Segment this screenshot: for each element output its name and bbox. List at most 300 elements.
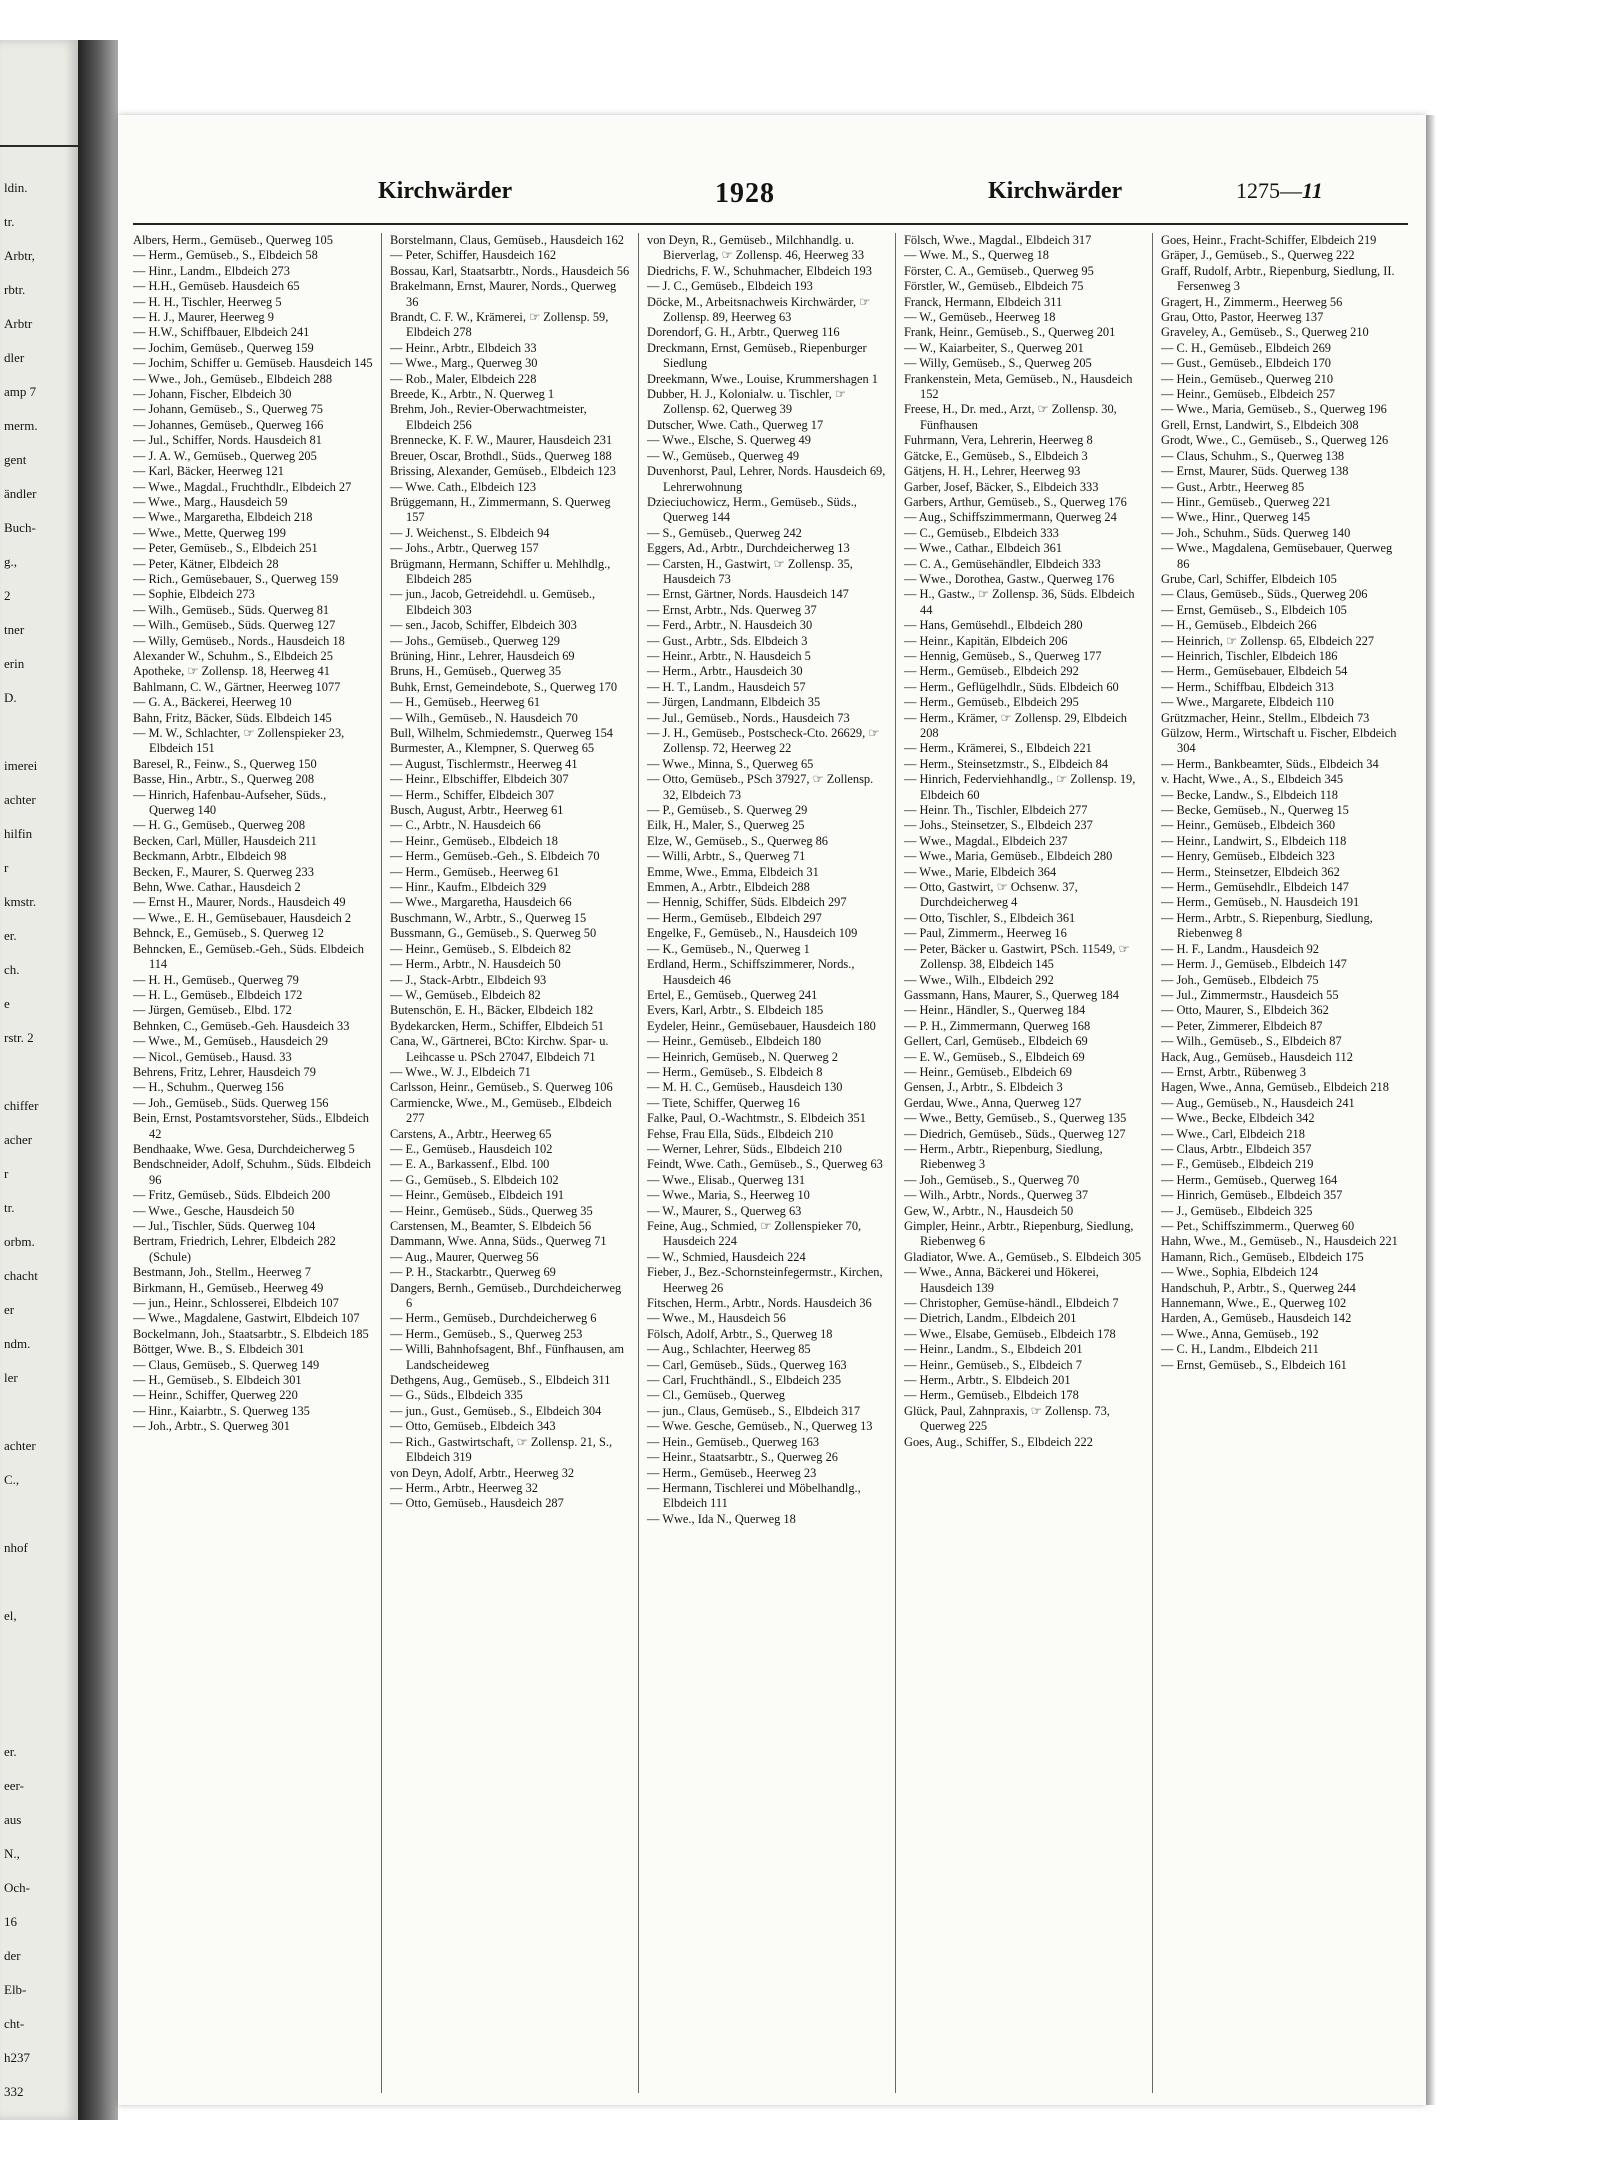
directory-entry: Eydeler, Heinr., Gemüsebauer, Hausdeich 180: [647, 1018, 876, 1033]
directory-entry: — C. H., Landm., Elbdeich 211: [1161, 1342, 1319, 1357]
directory-entry: — G., Gemüseb., S. Elbdeich 102: [390, 1172, 559, 1187]
directory-entry: — Herm., Gemüseb., Elbdeich 297: [647, 910, 822, 925]
directory-entry: Burmester, A., Klempner, S. Querweg 65: [390, 741, 595, 756]
directory-entry: — Herm., Gemüsebauer, Elbdeich 54: [1161, 664, 1348, 679]
directory-entry: — Otto, Gemüseb., PSch 37927, ☞ Zollensp. 32, Elbdeich 73: [647, 772, 874, 802]
directory-entry: Döcke, M., Arbeitsnachweis Kirchwärder, ☞ Zollensp. 89, Heerweg 63: [647, 294, 871, 325]
directory-entry: Becken, Carl, Müller, Hausdeich 211: [133, 833, 317, 848]
directory-entry: — J. H., Gemüseb., Postscheck-Cto. 26629, ☞ Zollensp. 72, Heerweg 22: [647, 726, 880, 756]
directory-entry: — M. H. C., Gemüseb., Hausdeich 130: [647, 1080, 843, 1095]
directory-entry: Brüning, Hinr., Lehrer, Hausdeich 69: [390, 648, 575, 663]
directory-entry: Gensen, J., Arbtr., S. Elbdeich 3: [904, 1080, 1063, 1095]
left-page-text-fragment: kmstr.: [4, 894, 37, 909]
directory-entry: — Herm., Gemüseb., S. Elbdeich 8: [647, 1064, 823, 1079]
directory-entry: — Heinr., Gemüseb., Elbdeich 69: [904, 1064, 1072, 1079]
directory-entry: Fölsch, Wwe., Magdal., Elbdeich 317: [904, 233, 1092, 247]
left-page-text-fragment: chacht: [4, 1268, 38, 1283]
directory-entry: Graveley, A., Gemüseb., S., Querweg 210: [1161, 325, 1369, 340]
column-separator: [1152, 233, 1153, 2093]
directory-entry: — H., Schuhm., Querweg 156: [133, 1080, 284, 1095]
left-page-rule: [0, 145, 78, 147]
directory-entry: — Diedrich, Gemüseb., Süds., Querweg 127: [904, 1126, 1126, 1141]
directory-entry: Bahlmann, C. W., Gärtner, Heerweg 1077: [133, 679, 341, 694]
directory-entry: — Herm., Gemüseb., N. Hausdeich 191: [1161, 895, 1360, 910]
directory-entry: — Jochim, Gemüseb., Querweg 159: [133, 340, 314, 355]
directory-entry: — H.H., Gemüseb. Hausdeich 65: [133, 279, 300, 294]
directory-entry: — Dietrich, Landm., Elbdeich 201: [904, 1311, 1077, 1326]
directory-entry: Fitschen, Herm., Arbtr., Nords. Hausdeich 36: [647, 1296, 872, 1311]
directory-entry: Bockelmann, Joh., Staatsarbtr., S. Elbdeich 185: [133, 1326, 369, 1341]
left-page-text-fragment: g.,: [4, 554, 17, 569]
directory-entry: Glück, Paul, Zahnpraxis, ☞ Zollensp. 73, Querweg 225: [904, 1403, 1110, 1434]
directory-entry: — Wwe., E. H., Gemüsebauer, Hausdeich 2: [133, 910, 352, 925]
left-page-text-fragment: Arbtr: [4, 316, 33, 331]
directory-entry: — Wwe. Cath., Elbdeich 123: [390, 479, 537, 494]
directory-entry: Breede, K., Arbtr., N. Querweg 1: [390, 387, 555, 402]
directory-entry: Brennecke, K. F. W., Maurer, Hausdeich 231: [390, 433, 613, 448]
directory-entry: Dutscher, Wwe. Cath., Querweg 17: [647, 417, 824, 432]
left-page-text-fragment: erin: [4, 656, 25, 671]
directory-entry: — Nicol., Gemüseb., Hausd. 33: [133, 1049, 292, 1064]
left-page-text-fragment: ldin.: [4, 180, 28, 195]
directory-entry: — Heinr., Gemüseb., Elbdeich 180: [647, 1034, 822, 1049]
directory-entry: Busch, August, Arbtr., Heerweg 61: [390, 803, 564, 818]
directory-entry: Borstelmann, Claus, Gemüseb., Hausdeich 162: [390, 233, 625, 247]
directory-entry: — J. Weichenst., S. Elbdeich 94: [390, 525, 550, 540]
directory-entry: — Wilh., Gemüseb., N. Hausdeich 70: [390, 710, 578, 725]
directory-entry: Gülzow, Herm., Wirtschaft u. Fischer, Elbdeich 304: [1161, 726, 1397, 756]
directory-entry: — August, Tischlermstr., Heerweg 41: [390, 756, 578, 771]
directory-entry: — Heinr., Gemüseb., S., Elbdeich 7: [904, 1357, 1082, 1372]
directory-entry: — Herm., Schiffbau, Elbdeich 313: [1161, 679, 1334, 694]
directory-entry: — Ernst, Arbtr., Rübenweg 3: [1161, 1064, 1306, 1079]
directory-entry: — Fritz, Gemüseb., Süds. Elbdeich 200: [133, 1188, 331, 1203]
directory-column-3: [647, 233, 887, 2093]
directory-entry: — Hermann, Tischlerei und Möbelhandlg., Elbdeich 111: [647, 1480, 861, 1511]
directory-entry: — Hennig, Schiffer, Süds. Elbdeich 297: [647, 895, 847, 910]
directory-column-1: [133, 233, 373, 2093]
directory-entry: Dorendorf, G. H., Arbtr., Querweg 116: [647, 325, 840, 340]
directory-entry: — Heinr., Gemüseb., S. Elbdeich 82: [390, 941, 572, 956]
directory-entry: Bestmann, Joh., Stellm., Heerweg 7: [133, 1265, 311, 1280]
directory-entry: — Herm., Gemüseb., Heerweg 61: [390, 864, 560, 879]
directory-entry: — Wilh., Gemüseb., Süds. Querweg 127: [133, 618, 336, 633]
directory-entry: — Wwe., Dorothea, Gastw., Querweg 176: [904, 571, 1115, 586]
directory-entry: Graff, Rudolf, Arbtr., Riepenburg, Siedlung, II. Fersenweg 3: [1161, 263, 1395, 294]
directory-entry: — Herm., Gemüseb., S., Querweg 253: [390, 1326, 583, 1341]
page-edge-shadow: [1426, 115, 1436, 2105]
directory-entry: — Hinrich, Gemüseb., Elbdeich 357: [1161, 1188, 1343, 1203]
directory-entry: Behn, Wwe. Cathar., Hausdeich 2: [133, 880, 301, 895]
directory-entry: — H., Gemüseb., Heerweg 61: [390, 695, 541, 710]
directory-entry: Ertel, E., Gemüseb., Querweg 241: [647, 987, 818, 1002]
directory-entry: — E., Gemüseb., Hausdeich 102: [390, 1141, 553, 1156]
directory-entry: — Hennig, Gemüseb., S., Querweg 177: [904, 648, 1102, 663]
directory-column-5: [1161, 233, 1401, 2093]
directory-entry: Emmen, A., Arbtr., Elbdeich 288: [647, 880, 810, 895]
directory-entry: — Herm., Gemüseb., Elbdeich 292: [904, 664, 1079, 679]
directory-entry: Gimpler, Heinr., Arbtr., Riepenburg, Siedlung, Riebenweg 6: [904, 1219, 1134, 1249]
directory-entry: Freese, H., Dr. med., Arzt, ☞ Zollensp. 30, Fünfhausen: [904, 402, 1117, 432]
directory-entry: — Joh., Arbtr., S. Querweg 301: [133, 1419, 290, 1434]
directory-entry: — Herm., Gemüseb., Heerweg 23: [647, 1465, 817, 1480]
directory-entry: — Ernst, Gärtner, Nords. Hausdeich 147: [647, 587, 849, 602]
directory-entry: — H. F., Landm., Hausdeich 92: [1161, 941, 1319, 956]
directory-entry: — Willi, Bahnhofsagent, Bhf., Fünfhausen, am Landscheideweg: [390, 1342, 624, 1372]
directory-entry: — P. H., Zimmermann, Querweg 168: [904, 1018, 1091, 1033]
directory-entry: — E. W., Gemüseb., S., Elbdeich 69: [904, 1049, 1085, 1064]
directory-entry: — Jürgen, Gemüseb., Elbd. 172: [133, 1003, 292, 1018]
directory-entry: — Herm., Krämerei, S., Elbdeich 221: [904, 741, 1092, 756]
adjacent-left-page: [0, 40, 78, 2120]
directory-entry: — Herm., Arbtr., N. Hausdeich 50: [390, 957, 561, 972]
directory-entry: — Carl, Gemüseb., Süds., Querweg 163: [647, 1357, 847, 1372]
directory-entry: — J., Gemüseb., Elbdeich 325: [1161, 1203, 1313, 1218]
directory-entry: Fölsch, Adolf, Arbtr., S., Querweg 18: [647, 1326, 833, 1341]
directory-entry: — Wwe., Elsabe, Gemüseb., Elbdeich 178: [904, 1326, 1116, 1341]
directory-entry: — Herm., Gemüsehdlr., Elbdeich 147: [1161, 880, 1349, 895]
directory-entry: — Johannes, Gemüseb., Querweg 166: [133, 417, 324, 432]
directory-entry: — Heinrich, Tischler, Elbdeich 186: [1161, 648, 1338, 663]
directory-entry: — Heinrich, Gemüseb., N. Querweg 2: [647, 1049, 838, 1064]
directory-entry: — Johs., Gemüseb., Querweg 129: [390, 633, 561, 648]
directory-entry: — Aug., Maurer, Querweg 56: [390, 1249, 539, 1264]
left-page-text-fragment: amp 7: [4, 384, 37, 399]
directory-entry: — W., Schmied, Hausdeich 224: [647, 1249, 806, 1264]
directory-entry: — Jul., Gemüseb., Nords., Hausdeich 73: [647, 710, 850, 725]
directory-entry: — Herm., Krämer, ☞ Zollensp. 29, Elbdeich 208: [904, 710, 1127, 740]
directory-entry: — Wilh., Gemüseb., Süds. Querweg 81: [133, 602, 330, 617]
directory-entry: Grau, Otto, Pastor, Heerweg 137: [1161, 310, 1324, 325]
directory-entry: Gätjens, H. H., Lehrer, Heerweg 93: [904, 464, 1081, 479]
directory-entry: Grube, Carl, Schiffer, Elbdeich 105: [1161, 571, 1337, 586]
left-page-text-fragment: r: [4, 1166, 9, 1181]
left-page-text-fragment: Och-: [4, 1880, 30, 1895]
directory-entry: Grell, Ernst, Landwirt, S., Elbdeich 308: [1161, 417, 1359, 432]
directory-entry: Albers, Herm., Gemüseb., Querweg 105: [133, 233, 333, 247]
header-rule: [133, 223, 1408, 225]
directory-entry: — Wwe., Carl, Elbdeich 218: [1161, 1126, 1305, 1141]
directory-entry: — Wwe., Marg., Hausdeich 59: [133, 494, 288, 509]
directory-entry: — sen., Jacob, Schiffer, Elbdeich 303: [390, 618, 577, 633]
directory-entry: — J. C., Gemüseb., Elbdeich 193: [647, 279, 813, 294]
directory-entry: — Heinr. Th., Tischler, Elbdeich 277: [904, 803, 1088, 818]
directory-entry: — Heinr., Gemüseb., Elbdeich 360: [1161, 818, 1336, 833]
left-page-text-fragment: tr.: [4, 214, 15, 229]
left-page-text-fragment: acher: [4, 1132, 33, 1147]
left-page-text-fragment: orbm.: [4, 1234, 35, 1249]
directory-entry: Förstler, W., Gemüseb., Elbdeich 75: [904, 279, 1084, 294]
directory-entry: — Cl., Gemüseb., Querweg: [647, 1388, 785, 1403]
directory-entry: — Johann, Fischer, Elbdeich 30: [133, 387, 292, 402]
left-page-text-fragment: cht-: [4, 2016, 25, 2031]
directory-entry: — Peter, Bäcker u. Gastwirt, PSch. 11549, ☞ Zollensp. 38, Elbdeich 145: [904, 941, 1130, 972]
directory-entry: Erdland, Herm., Schiffszimmerer, Nords., Hausdeich 46: [647, 957, 855, 987]
directory-entry: Behnck, E., Gemüseb., S. Querweg 12: [133, 926, 324, 941]
directory-entry: — Wwe., Magdal., Fruchthdlr., Elbdeich 27: [133, 479, 352, 494]
directory-entry: — Wwe., M., Hausdeich 56: [647, 1311, 786, 1326]
directory-entry: Bydekarcken, Herm., Schiffer, Elbdeich 51: [390, 1018, 604, 1033]
directory-entry: — F., Gemüseb., Elbdeich 219: [1161, 1157, 1314, 1172]
directory-entry: — Claus, Gemüseb., S. Querweg 149: [133, 1357, 320, 1372]
left-page-text-fragment: merm.: [4, 418, 38, 433]
left-page-text-fragment: N.,: [4, 1846, 20, 1861]
directory-entry: — Hinrich, Federviehhandlg., ☞ Zollensp. 19, Elbdeich 60: [904, 772, 1136, 802]
directory-entry: Carstensen, M., Beamter, S. Elbdeich 56: [390, 1219, 592, 1233]
directory-entry: Bussmann, G., Gemüseb., S. Querweg 50: [390, 926, 597, 941]
directory-column-4: [904, 233, 1144, 2093]
directory-entry: — Wilh., Gemüseb., S., Elbdeich 87: [1161, 1034, 1342, 1049]
left-page-text-fragment: D.: [4, 690, 17, 705]
left-page-text-fragment: e: [4, 996, 10, 1011]
directory-entry: — Heinr., Händler, S., Querweg 184: [904, 1003, 1086, 1018]
directory-entry: — Johs., Arbtr., Querweg 157: [390, 541, 539, 556]
directory-entry: — Wwe., Magdal., Elbdeich 237: [904, 833, 1068, 848]
left-page-text-fragment: achter: [4, 1438, 36, 1453]
directory-entry: — Herm., Steinsetzmstr., S., Elbdeich 84: [904, 756, 1109, 771]
directory-entry: — Herm., Gemüseb.-Geh., S. Elbdeich 70: [390, 849, 600, 864]
directory-entry: Gassmann, Hans, Maurer, S., Querweg 184: [904, 987, 1119, 1002]
left-page-text-fragment: 332: [4, 2084, 24, 2099]
directory-entry: Gew, W., Arbtr., N., Hausdeich 50: [904, 1203, 1074, 1218]
directory-entry: — Ernst, Gemüseb., S., Elbdeich 105: [1161, 602, 1347, 617]
directory-entry: — Wwe., Maria, Gemüseb., S., Querweg 196: [1161, 402, 1387, 417]
directory-entry: — Pet., Schiffszimmerm., Querweg 60: [1161, 1219, 1355, 1233]
directory-entry: — C., Gemüseb., Elbdeich 333: [904, 525, 1059, 540]
directory-entry: — K., Gemüseb., N., Querweg 1: [647, 941, 810, 956]
left-page-text-fragment: dler: [4, 350, 25, 365]
directory-entry: — Wwe., Gesche, Hausdeich 50: [133, 1203, 295, 1218]
directory-entry: — Gust., Arbtr., Heerweg 85: [1161, 479, 1305, 494]
directory-entry: Bertram, Friedrich, Lehrer, Elbdeich 282 (Schule): [133, 1234, 336, 1264]
left-page-text-fragment: r: [4, 860, 9, 875]
directory-entry: Harden, A., Gemüseb., Hausdeich 142: [1161, 1311, 1352, 1326]
directory-entry: — Joh., Gemüseb., Elbdeich 75: [1161, 972, 1319, 987]
directory-entry: — Paul, Zimmerm., Heerweg 16: [904, 926, 1067, 941]
left-page-text-fragment: ndm.: [4, 1336, 31, 1351]
left-page-text-fragment: 16: [4, 1914, 17, 1929]
directory-entry: — Wwe., Margaretha, Elbdeich 218: [133, 510, 313, 525]
directory-entry: — Heinr., Schiffer, Querweg 220: [133, 1388, 298, 1403]
directory-entry: — Herm., Schiffer, Elbdeich 307: [390, 787, 555, 802]
directory-entry: — Johann, Gemüseb., S., Querweg 75: [133, 402, 323, 417]
directory-entry: Feine, Aug., Schmied, ☞ Zollenspieker 70, Hausdeich 224: [647, 1219, 862, 1249]
directory-entry: — jun., Claus, Gemüseb., S., Elbdeich 317: [647, 1403, 861, 1418]
directory-entry: Brissing, Alexander, Gemüseb., Elbdeich 123: [390, 464, 616, 479]
directory-entry: Falke, Paul, O.-Wachtmstr., S. Elbdeich 351: [647, 1111, 866, 1126]
directory-entry: — Heinr., Landm., S., Elbdeich 201: [904, 1342, 1083, 1357]
directory-entry: Brügmann, Hermann, Schiffer u. Mehlhdlg., Elbdeich 285: [390, 556, 611, 586]
directory-entry: — jun., Jacob, Getreidehdl. u. Gemüseb., Elbdeich 303: [390, 587, 596, 617]
directory-entry: Becken, F., Maurer, S. Querweg 233: [133, 864, 314, 879]
directory-entry: — Otto, Maurer, S., Elbdeich 362: [1161, 1003, 1329, 1018]
directory-entry: Förster, C. A., Gemüseb., Querweg 95: [904, 263, 1094, 278]
directory-columns: [133, 233, 1408, 2093]
directory-entry: Bull, Wilhelm, Schmiedemstr., Querweg 154: [390, 726, 613, 740]
directory-entry: Duvenhorst, Paul, Lehrer, Nords. Hausdeich 69, Lehrerwohnung: [647, 464, 886, 494]
directory-entry: — Herm., Gemüseb., Durchdeicherweg 6: [390, 1311, 597, 1326]
directory-entry: — Hans, Gemüsehdl., Elbdeich 280: [904, 618, 1083, 633]
directory-entry: Dubber, H. J., Kolonialw. u. Tischler, ☞ Zollensp. 62, Querweg 39: [647, 387, 846, 417]
directory-entry: — M. W., Schlachter, ☞ Zollenspieker 23, Elbdeich 151: [133, 726, 345, 756]
directory-entry: Brandt, C. F. W., Krämerei, ☞ Zollensp. 59, Elbdeich 278: [390, 310, 609, 340]
directory-entry: Carstens, A., Arbtr., Heerweg 65: [390, 1126, 552, 1141]
directory-entry: Bein, Ernst, Postamtsvorsteher, Süds., Elbdeich 42: [133, 1111, 369, 1141]
directory-entry: — Wwe., W. J., Elbdeich 71: [390, 1064, 531, 1079]
directory-entry: Beckmann, Arbtr., Elbdeich 98: [133, 849, 287, 864]
directory-entry: — Hein., Gemüseb., Querweg 210: [1161, 371, 1334, 386]
left-page-text-fragment: Buch-: [4, 520, 36, 535]
directory-entry: — Wilh., Arbtr., Nords., Querweg 37: [904, 1188, 1089, 1203]
directory-entry: — J. A. W., Gemüseb., Querweg 205: [133, 448, 317, 463]
directory-entry: Böttger, Wwe. B., S. Elbdeich 301: [133, 1342, 305, 1357]
directory-entry: — P. H., Stackarbtr., Querweg 69: [390, 1265, 556, 1280]
directory-entry: Hack, Aug., Gemüseb., Hausdeich 112: [1161, 1049, 1353, 1064]
directory-entry: — Claus, Schuhm., S., Querweg 138: [1161, 448, 1345, 463]
directory-entry: Behncken, E., Gemüseb.-Geh., Süds. Elbdeich 114: [133, 941, 364, 972]
left-page-text-fragment: chiffer: [4, 1098, 39, 1113]
directory-entry: Frank, Heinr., Gemüseb., S., Querweg 201: [904, 325, 1116, 340]
directory-entry: — Herm., Arbtr., Riepenburg, Siedlung, Riebenweg 3: [904, 1141, 1103, 1172]
directory-entry: v. Hacht, Wwe., A., S., Elbdeich 345: [1161, 772, 1344, 787]
directory-entry: — Ernst, Arbtr., Nds. Querweg 37: [647, 602, 817, 617]
directory-entry: Cana, W., Gärtnerei, BCto: Kirchw. Spar- u. Leihcasse u. PSch 27047, Elbdeich 71: [390, 1034, 609, 1064]
directory-entry: — Herm., Arbtr., S. Elbdeich 201: [904, 1373, 1071, 1388]
left-page-text-fragment: rbtr.: [4, 282, 26, 297]
directory-entry: Butenschön, E. H., Bäcker, Elbdeich 182: [390, 1003, 594, 1018]
directory-entry: — H. G., Gemüseb., Querweg 208: [133, 818, 306, 833]
directory-entry: — Jul., Schiffer, Nords. Hausdeich 81: [133, 433, 322, 448]
directory-entry: — H. T., Landm., Hausdeich 57: [647, 679, 806, 694]
directory-entry: — Ernst H., Maurer, Nords., Hausdeich 49: [133, 895, 346, 910]
directory-entry: Gragert, H., Zimmerm., Heerweg 56: [1161, 294, 1343, 309]
directory-entry: Dangers, Bernh., Gemüseb., Durchdeicherweg 6: [390, 1280, 622, 1311]
directory-entry: Gladiator, Wwe. A., Gemüseb., S. Elbdeich 305: [904, 1249, 1142, 1264]
directory-entry: Eggers, Ad., Arbtr., Durchdeicherweg 13: [647, 541, 850, 556]
left-page-text-fragment: tner: [4, 622, 25, 637]
directory-entry: — Peter, Gemüseb., S., Elbdeich 251: [133, 541, 318, 556]
directory-entry: Hagen, Wwe., Anna, Gemüseb., Elbdeich 218: [1161, 1080, 1389, 1095]
directory-entry: Hannemann, Wwe., E., Querweg 102: [1161, 1296, 1347, 1311]
left-page-text-fragment: ch.: [4, 962, 20, 977]
directory-entry: — Herm., Arbtr., Heerweg 32: [390, 1480, 538, 1495]
directory-entry: — Hinr., Landm., Elbdeich 273: [133, 263, 290, 278]
left-page-text-fragment: er.: [4, 928, 17, 943]
left-page-text-fragment: tr.: [4, 1200, 15, 1215]
directory-entry: — J., Stack-Arbtr., Elbdeich 93: [390, 972, 547, 987]
directory-entry: — Rich., Gastwirtschaft, ☞ Zollensp. 21, S., Elbdeich 319: [390, 1434, 613, 1465]
directory-entry: — Heinr., Arbtr., N. Hausdeich 5: [647, 648, 811, 663]
directory-entry: Dammann, Wwe. Anna, Süds., Querweg 71: [390, 1234, 607, 1249]
directory-entry: Brehm, Joh., Revier-Oberwachtmeister, Elbdeich 256: [390, 402, 587, 432]
directory-entry: — Willy, Gemüseb., S., Querweg 205: [904, 356, 1092, 371]
left-page-text-fragment: Arbtr,: [4, 248, 35, 263]
directory-entry: — Werner, Lehrer, Süds., Elbdeich 210: [647, 1141, 842, 1156]
directory-entry: — Jul., Zimmermstr., Hausdeich 55: [1161, 987, 1339, 1002]
directory-entry: Garbers, Arthur, Gemüseb., S., Querweg 176: [904, 494, 1127, 509]
left-page-text-fragment: gent: [4, 452, 27, 467]
directory-entry: — Herm. J., Gemüseb., Elbdeich 147: [1161, 957, 1347, 972]
directory-entry: — H., Gemüseb., Elbdeich 266: [1161, 618, 1317, 633]
directory-entry: — Joh., Gemüseb., S., Querweg 70: [904, 1172, 1080, 1187]
directory-entry: — Christopher, Gemüse-händl., Elbdeich 7: [904, 1296, 1119, 1311]
directory-entry: Bossau, Karl, Staatsarbtr., Nords., Hausdeich 56: [390, 263, 630, 278]
directory-entry: Bahn, Fritz, Bäcker, Süds. Elbdeich 145: [133, 710, 332, 725]
left-page-text-fragment: el,: [4, 1608, 17, 1623]
directory-entry: Handschuh, P., Arbtr., S., Querweg 244: [1161, 1280, 1356, 1295]
left-page-text-fragment: er.: [4, 1744, 17, 1759]
directory-entry: — Heinr., Arbtr., Elbdeich 33: [390, 340, 537, 355]
directory-entry: — Heinr., Kapitän, Elbdeich 206: [904, 633, 1068, 648]
directory-entry: — Otto, Tischler, S., Elbdeich 361: [904, 910, 1076, 925]
directory-entry: Brüggemann, H., Zimmermann, S. Querweg 157: [390, 494, 611, 525]
header-right-title: Kirchwärder: [988, 178, 1123, 204]
directory-entry: Gräper, J., Gemüseb., S., Querweg 222: [1161, 248, 1355, 263]
directory-entry: — S., Gemüseb., Querweg 242: [647, 525, 802, 540]
directory-entry: — E. A., Barkassenf., Elbd. 100: [390, 1157, 550, 1172]
book-gutter: [78, 40, 118, 2120]
directory-entry: Buschmann, W., Arbtr., S., Querweg 15: [390, 910, 587, 925]
directory-entry: — Wwe., Ida N., Querweg 18: [647, 1511, 796, 1526]
directory-entry: — Wwe., Elisab., Querweg 131: [647, 1172, 806, 1187]
directory-entry: — Hinr., Kaiarbtr., S. Querweg 135: [133, 1403, 310, 1418]
directory-entry: Grodt, Wwe., C., Gemüseb., S., Querweg 126: [1161, 433, 1389, 448]
directory-entry: Engelke, F., Gemüseb., N., Hausdeich 109: [647, 926, 858, 941]
directory-entry: Goes, Aug., Schiffer, S., Elbdeich 222: [904, 1434, 1093, 1449]
directory-entry: — Wwe., Maria, S., Heerweg 10: [647, 1188, 810, 1203]
directory-entry: Birkmann, H., Gemüseb., Heerweg 49: [133, 1280, 324, 1295]
directory-entry: — jun., Gust., Gemüseb., S., Elbdeich 304: [390, 1403, 602, 1418]
directory-entry: Bendhaake, Wwe. Gesa, Durchdeicherweg 5: [133, 1141, 355, 1156]
directory-entry: — Carl, Fruchthändl., S., Elbdeich 235: [647, 1373, 842, 1388]
directory-entry: Basse, Hin., Arbtr., S., Querweg 208: [133, 772, 315, 787]
directory-entry: — Joh., Gemüseb., Süds. Querweg 156: [133, 1095, 329, 1110]
directory-entry: Frankenstein, Meta, Gemüseb., N., Hausdeich 152: [904, 371, 1133, 402]
directory-entry: Behnken, C., Gemüseb.-Geh. Hausdeich 33: [133, 1018, 350, 1033]
directory-entry: — Heinr., Landwirt, S., Elbdeich 118: [1161, 833, 1347, 848]
directory-entry: — Peter, Zimmerer, Elbdeich 87: [1161, 1018, 1323, 1033]
directory-entry: — W., Gemüseb., Querweg 49: [647, 448, 800, 463]
directory-entry: — Sophie, Elbdeich 273: [133, 587, 255, 602]
directory-entry: — Herm., Gemüseb., Elbdeich 178: [904, 1388, 1079, 1403]
directory-entry: Bendschneider, Adolf, Schuhm., Süds. Elbdeich 96: [133, 1157, 371, 1187]
directory-entry: Carmiencke, Wwe., M., Gemüseb., Elbdeich 277: [390, 1095, 612, 1126]
directory-entry: Evers, Karl, Arbtr., S. Elbdeich 185: [647, 1003, 824, 1018]
left-page-text-fragment: h237: [4, 2050, 30, 2065]
left-page-text-fragment: eer-: [4, 1778, 24, 1793]
directory-entry: — Hein., Gemüseb., Querweg 163: [647, 1434, 820, 1449]
directory-entry: — Heinr., Gemüseb., Süds., Querweg 35: [390, 1203, 593, 1218]
directory-entry: — H., Gemüseb., S. Elbdeich 301: [133, 1373, 302, 1388]
directory-entry: — Becke, Gemüseb., N., Querweg 15: [1161, 803, 1349, 818]
left-page-text-fragment: hilfin: [4, 826, 33, 841]
directory-entry: — Wwe., Becke, Elbdeich 342: [1161, 1111, 1315, 1126]
directory-entry: Grützmacher, Heinr., Stellm., Elbdeich 73: [1161, 710, 1370, 725]
directory-entry: — Jul., Tischler, Süds. Querweg 104: [133, 1219, 316, 1233]
directory-entry: Goes, Heinr., Fracht-Schiffer, Elbdeich 219: [1161, 233, 1377, 247]
directory-entry: — Hinr., Kaufm., Elbdeich 329: [390, 880, 547, 895]
directory-entry: — Ernst, Maurer, Süds. Querweg 138: [1161, 464, 1349, 479]
directory-entry: — H., Gastw., ☞ Zollensp. 36, Süds. Elbdeich 44: [904, 587, 1135, 617]
directory-entry: Diedrichs, F. W., Schuhmacher, Elbdeich 193: [647, 263, 872, 278]
directory-entry: Gätcke, E., Gemüseb., S., Elbdeich 3: [904, 448, 1088, 463]
left-page-text-fragment: aus: [4, 1812, 22, 1827]
directory-entry: — Heinr., Elbschiffer, Elbdeich 307: [390, 772, 569, 787]
directory-entry: — G., Süds., Elbdeich 335: [390, 1388, 523, 1403]
directory-entry: — Peter, Schiffer, Hausdeich 162: [390, 248, 557, 263]
directory-entry: — H. H., Tischler, Heerweg 5: [133, 294, 282, 309]
directory-entry: — Herm., Geflügelhdlr., Süds. Elbdeich 60: [904, 679, 1119, 694]
